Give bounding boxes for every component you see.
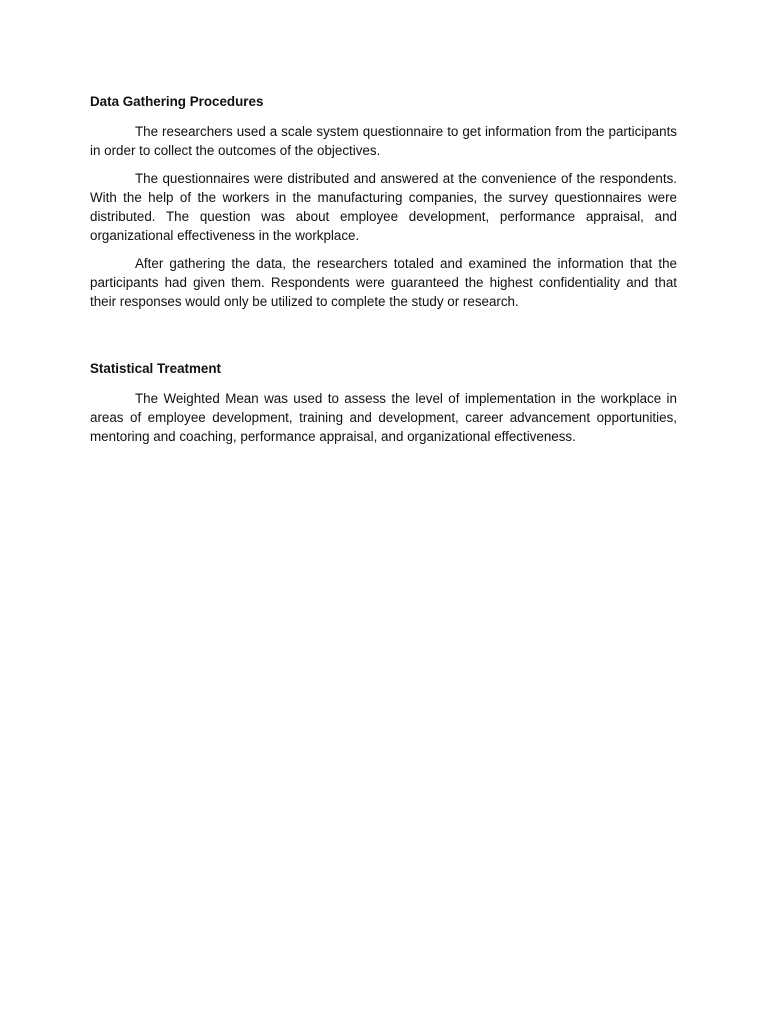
paragraph: The Weighted Mean was used to assess the level of implementation in the workplace in areas of employee development, training and development, career advancement opportunities, mentoring and coaching, performance appraisal, and organizational effectiveness. [90,391,677,444]
section-heading: Statistical Treatment [90,361,221,376]
section-statistical-treatment [90,359,677,446]
paragraph: The researchers used a scale system questionnaire to get information from the participants in order to collect the outcomes of the objectives. [90,124,677,158]
document-body [90,92,677,455]
section-spacer [90,320,677,359]
section-data-gathering-procedures [90,92,677,311]
paragraph: After gathering the data, the researchers totaled and examined the information that the participants had given them. Respondents were guaranteed the highest confidentiality and that their responses would only be utilized to complete the study or research. [90,256,677,309]
section-heading: Data Gathering Procedures [90,94,264,109]
paragraph: The questionnaires were distributed and answered at the convenience of the respondents. With the help of the workers in the manufacturing companies, the survey questionnaires were distributed. The question was about employee development, performance appraisal, and organizational effectiveness in the workplace. [90,171,677,243]
